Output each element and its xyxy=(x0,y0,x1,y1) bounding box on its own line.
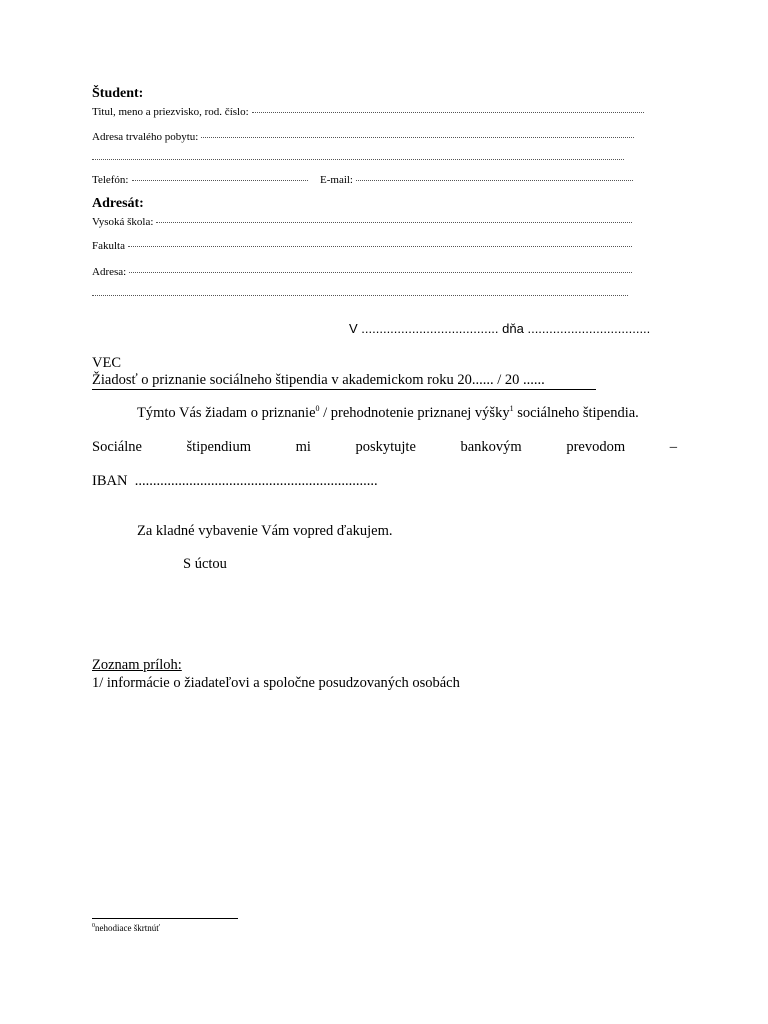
faculty-field[interactable] xyxy=(92,240,632,252)
footnote-separator xyxy=(92,918,238,919)
phone-label: Telefón: xyxy=(92,174,129,186)
name-input-line[interactable] xyxy=(252,111,644,113)
name-field[interactable] xyxy=(92,106,644,118)
address-field[interactable] xyxy=(92,131,634,143)
address-input-line[interactable] xyxy=(201,136,634,138)
transfer-line xyxy=(92,439,677,456)
email-label: E-mail: xyxy=(320,174,353,186)
footnote-ref-0: 0 xyxy=(315,404,320,413)
request-text-3: sociálneho štipendia. xyxy=(513,404,639,421)
faculty-label: Fakulta xyxy=(92,240,125,252)
phone-field[interactable] xyxy=(92,174,308,186)
request-paragraph xyxy=(137,404,639,422)
footnote xyxy=(92,923,160,933)
recipient-address-input-line-2[interactable] xyxy=(92,295,628,296)
school-input-line[interactable] xyxy=(156,221,632,223)
recipient-address-label: Adresa: xyxy=(92,266,127,278)
recipient-address-input-line[interactable] xyxy=(129,271,632,273)
footnote-mark: 0 xyxy=(92,923,95,929)
transfer-word: prevodom xyxy=(566,439,626,455)
phone-input-line[interactable] xyxy=(132,179,309,181)
transfer-word: mi xyxy=(295,439,311,455)
request-text-2: / prehodnotenie priznanej výšky xyxy=(319,404,510,421)
transfer-word: bankovým xyxy=(460,439,522,455)
place-date xyxy=(349,321,650,336)
request-text-1: Týmto Vás žiadam o priznanie xyxy=(137,404,316,421)
address-label: Adresa trvalého pobytu: xyxy=(92,131,199,143)
subject-title: Žiadosť o priznanie sociálneho štipendia v akademickom roku 20...... / 20 ...... xyxy=(92,372,596,390)
subject-label: VEC xyxy=(92,355,121,371)
attachment-item: 1/ informácie o žiadateľovi a spoločne posudzovaných osobách xyxy=(92,675,460,691)
place-label: V ...................................... xyxy=(349,321,499,336)
transfer-word: Sociálne xyxy=(92,439,142,455)
closing-text: S úctou xyxy=(183,556,227,572)
thanks-text: Za kladné vybavenie Vám vopred ďakujem. xyxy=(137,523,393,539)
faculty-input-line[interactable] xyxy=(128,245,632,247)
attachments-heading xyxy=(92,657,182,674)
footnote-text: nehodiace škrtnúť xyxy=(95,923,161,933)
attachments-heading-text: Zoznam príloh: xyxy=(92,657,182,673)
email-input-line[interactable] xyxy=(356,179,633,181)
transfer-dash: – xyxy=(669,439,677,455)
transfer-word: poskytujte xyxy=(355,439,416,455)
iban-field[interactable]: IBAN ................................................................... xyxy=(92,473,378,489)
school-field[interactable] xyxy=(92,216,632,228)
address-input-line-2[interactable] xyxy=(92,159,624,160)
recipient-heading: Adresát: xyxy=(92,196,144,211)
student-heading: Študent: xyxy=(92,86,144,101)
email-field[interactable] xyxy=(320,174,633,186)
transfer-word: štipendium xyxy=(186,439,251,455)
recipient-address-field[interactable] xyxy=(92,266,632,278)
date-label: dňa .................................. xyxy=(502,321,651,336)
name-label: Titul, meno a priezvisko, rod. číslo: xyxy=(92,106,249,118)
footnote-ref-1: 1 xyxy=(509,404,514,413)
school-label: Vysoká škola: xyxy=(92,216,154,228)
